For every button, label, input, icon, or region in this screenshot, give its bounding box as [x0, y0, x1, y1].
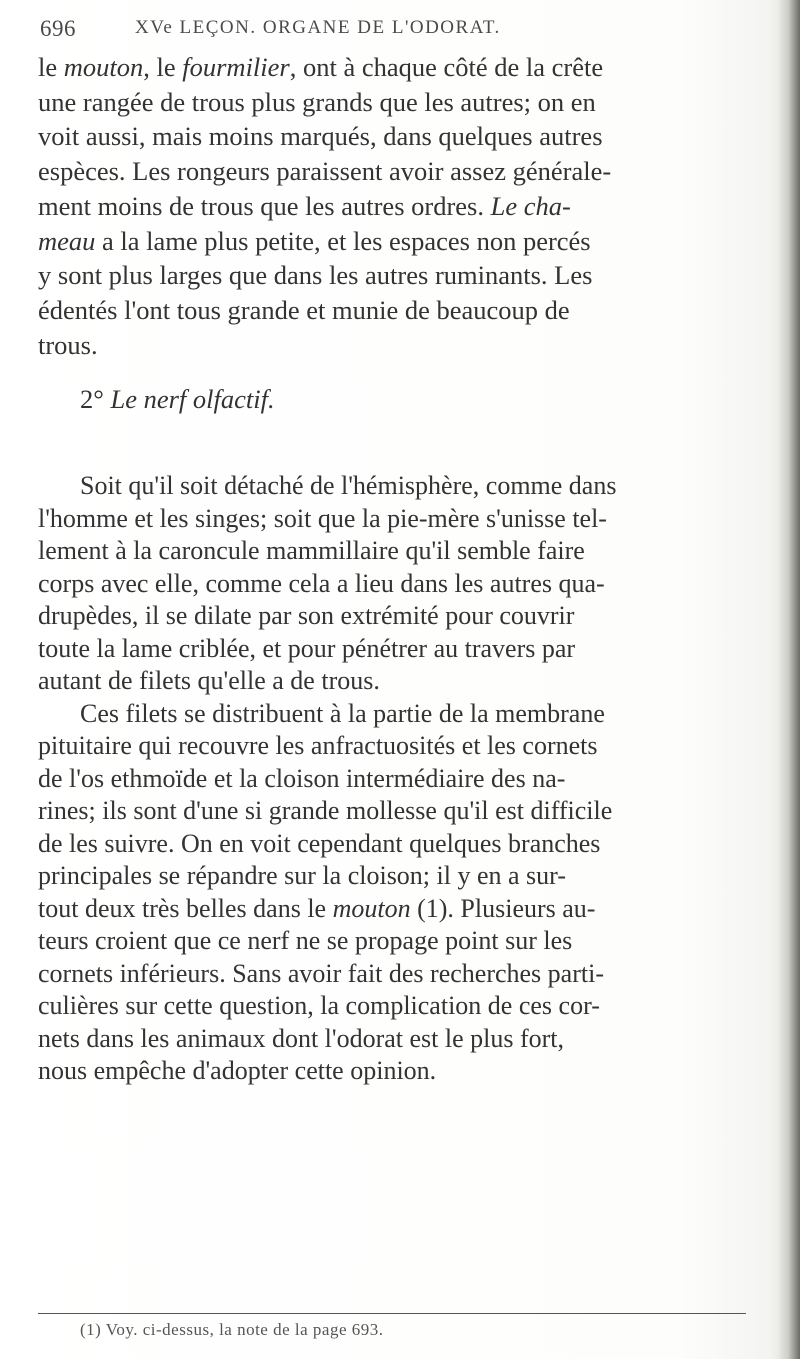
paragraph-1: [38, 50, 756, 362]
italic-run: mouton: [63, 52, 144, 82]
page-number: 696: [40, 16, 76, 41]
text-line: [38, 535, 756, 568]
text-line: [38, 925, 756, 958]
text-run: culières sur cette question, la complication de ces cor-: [38, 991, 600, 1020]
text-line: [38, 50, 756, 85]
text-run: y sont plus larges que dans les autres ruminants. Les: [38, 260, 593, 291]
text-line: [38, 763, 756, 796]
text-run: le: [38, 52, 64, 82]
text-run: Soit qu'il soit détaché de l'hémisphère, comme dans: [80, 471, 617, 500]
text-line: [38, 154, 756, 189]
text-line: [38, 990, 756, 1023]
text-line: [38, 568, 756, 601]
text-run: ment moins de trous que les autres ordres.: [38, 190, 491, 221]
text-run: toute la lame criblée, et pour pénétrer au travers par: [38, 633, 576, 663]
text-run: espèces. Les rongeurs paraissent avoir assez générale-: [38, 156, 612, 187]
text-run: pituitaire qui recouvre les anfractuosités et les cornets: [38, 731, 598, 760]
page-edge-shadow: [778, 0, 800, 1359]
text-run: rines; ils sont d'une si grande mollesse qu'il est difficile: [38, 796, 613, 825]
text-run: , ont à chaque côté de la crête: [289, 52, 604, 82]
body-text-top: [38, 50, 756, 425]
italic-run: fourmilier: [182, 52, 290, 82]
paragraph-2: [38, 470, 756, 698]
italic-run: meau: [38, 225, 96, 256]
text-run: trous.: [38, 329, 98, 360]
italic-run: Le cha-: [490, 190, 571, 221]
italic-run: Le nerf olfactif.: [110, 384, 275, 415]
text-line: [38, 293, 756, 328]
running-header: [40, 16, 740, 50]
paragraph-3: [38, 698, 756, 1088]
text-run: une rangée de trous plus grands que les autres; on en: [38, 86, 596, 117]
text-line: [38, 189, 756, 224]
text-line: [38, 85, 756, 120]
text-line: [38, 958, 756, 991]
text-line: [38, 698, 756, 731]
running-title: XVe LEÇON. ORGANE DE L'ODORAT.: [135, 17, 501, 38]
italic-run: mouton: [332, 893, 411, 923]
text-line: [38, 893, 756, 926]
text-line: [38, 328, 756, 363]
text-line: [38, 795, 756, 828]
text-run: de les suivre. On en voit cependant quelques branches: [38, 828, 601, 858]
text-line: [38, 665, 756, 698]
text-line: [38, 1055, 756, 1088]
text-run: , le: [143, 52, 183, 82]
text-line: [38, 258, 756, 293]
text-run: voit aussi, mais moins marqués, dans quelques autres: [38, 121, 603, 152]
text-line: [38, 860, 756, 893]
text-run: nous empêche d'adopter cette opinion.: [38, 1056, 437, 1085]
text-run: Ces filets se distribuent à la partie de la membrane: [80, 698, 605, 728]
text-run: édentés l'ont tous grande et munie de beaucoup de: [38, 294, 570, 325]
text-line: [38, 633, 756, 666]
body-text-bottom: [38, 470, 756, 1088]
text-run: teurs croient que ce nerf ne se propage point sur les: [38, 926, 573, 955]
text-line: [38, 828, 756, 861]
text-line: [38, 224, 756, 259]
text-line: [38, 600, 756, 633]
text-run: (1). Plusieurs au-: [410, 893, 596, 923]
text-run: nets dans les animaux dont l'odorat est le plus fort,: [38, 1023, 565, 1053]
text-run: principales se répandre sur la cloison; il y en a sur-: [38, 861, 566, 890]
text-run: a la lame plus petite, et les espaces non percés: [95, 225, 591, 256]
footnote-rule: [38, 1313, 746, 1314]
text-run: cornets inférieurs. Sans avoir fait des recherches parti-: [38, 958, 604, 988]
section-heading: [38, 382, 756, 417]
text-run: corps avec elle, comme cela a lieu dans les autres qua-: [38, 568, 605, 598]
text-run: 2°: [80, 384, 111, 415]
text-line: [38, 730, 756, 763]
text-run: autant de filets qu'elle a de trous.: [38, 666, 380, 695]
text-line: [38, 119, 756, 154]
text-run: lement à la caroncule mammillaire qu'il semble faire: [38, 536, 585, 565]
text-run: tout deux très belles dans le: [38, 893, 333, 923]
text-run: l'homme et les singes; soit que la pie-mère s'unisse tel-: [38, 503, 607, 533]
footnote: (1) Voy. ci-dessus, la note de la page 693.: [80, 1320, 384, 1339]
text-line: [38, 1023, 756, 1056]
text-run: de l'os ethmoïde et la cloison intermédiaire des na-: [38, 763, 566, 793]
text-line: [38, 470, 756, 503]
text-run: drupèdes, il se dilate par son extrémité pour couvrir: [38, 601, 575, 630]
text-line: [38, 503, 756, 536]
